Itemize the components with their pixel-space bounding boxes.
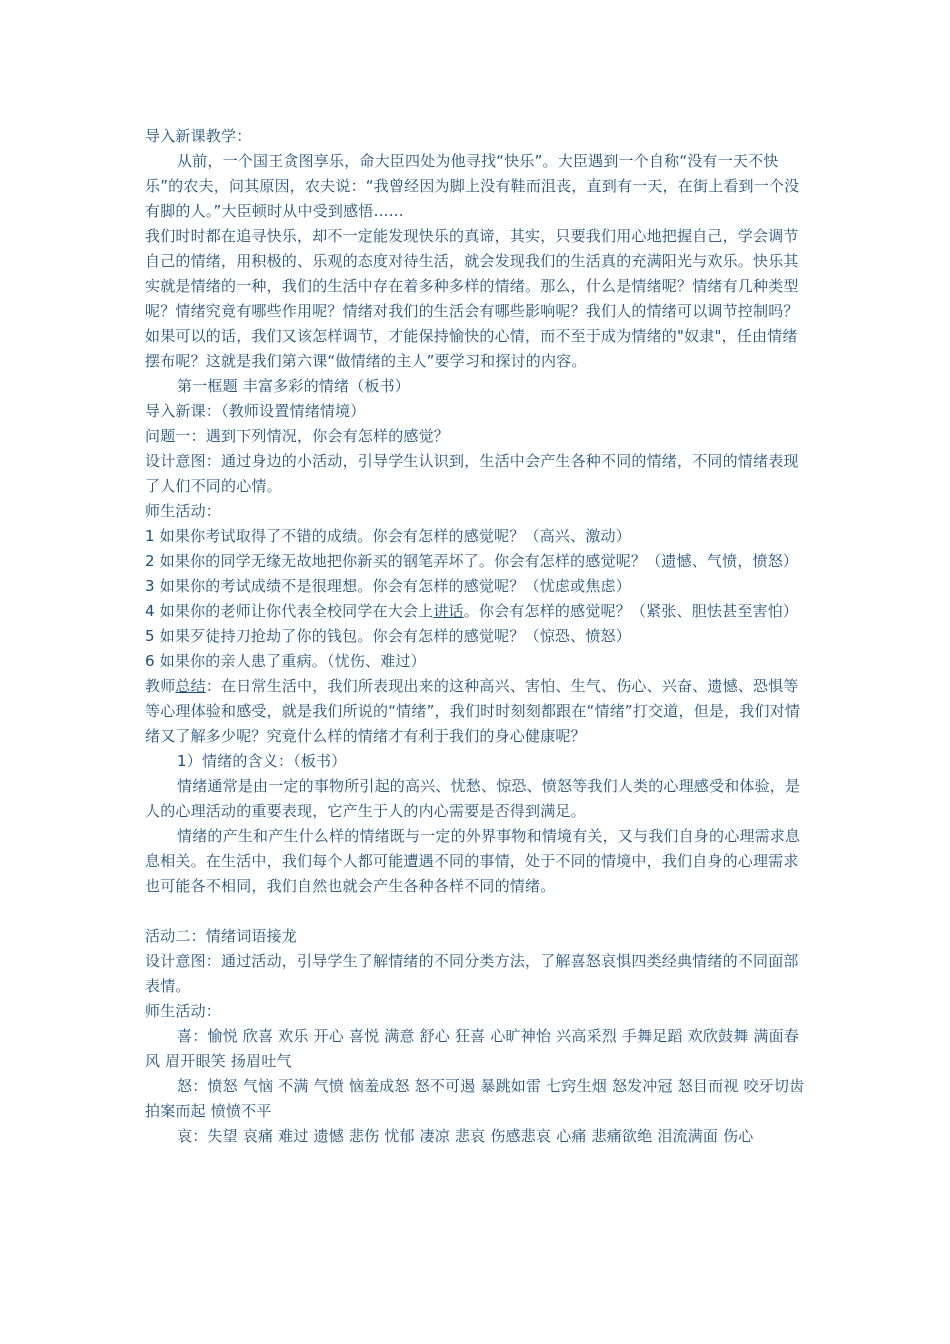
design-intent-two: 设计意图：通过活动，引导学生了解情绪的不同分类方法，了解喜怒哀惧四类经典情绪的不同面部表情。 xyxy=(145,952,799,995)
meaning-paragraph-2: 情绪的产生和产生什么样的情绪既与一定的外界事物和情境有关，又与我们自身的心理需求息息相关。在生活中，我们每个人都可能遭遇不同的事情，处于不同的情境中，我们自身的心理需求也可能各不相同，我们自然也就会产生各种各样不同的情绪。 xyxy=(145,827,801,895)
frame-title: 第一框题 丰富多彩的情绪（板书） xyxy=(177,377,410,395)
design-intent-one: 设计意图：通过身边的小活动，引导学生认识到，生活中会产生各种不同的情绪，不同的情绪表现了人们不同的心情。 xyxy=(145,452,799,495)
summary-underlined: 总结 xyxy=(175,677,206,695)
teacher-summary xyxy=(145,674,810,749)
list-item xyxy=(145,599,810,624)
meaning-paragraph-1: 情绪通常是由一定的事物所引起的高兴、忧愁、惊恐、愤怒等我们人类的心理感受和体验，是人的心理活动的重要表现，它产生于人的内心需要是否得到满足。 xyxy=(145,777,801,820)
activity-label-two: 师生活动： xyxy=(145,1002,222,1020)
item4-text-a: 4 如果你的老师让你代表全校同学在大会上 xyxy=(145,602,434,620)
list-item: 5 如果歹徒持刀抢劫了你的钱包。你会有怎样的感觉呢？（惊恐、愤怒） xyxy=(145,627,631,645)
new-lesson-line: 导入新课：（教师设置情绪情境） xyxy=(145,402,366,420)
list-item: 1 如果你考试取得了不错的成绩。你会有怎样的感觉呢？（高兴、激动） xyxy=(145,527,631,545)
item4-underlined: 讲话 xyxy=(433,602,464,620)
intro-paragraph: 我们时时都在追寻快乐，却不一定能发现快乐的真谛，其实，只要我们用心地把握自己，学会调节自己的情绪，用积极的、乐观的态度对待生活，就会发现我们的生活真的充满阳光与欢乐。快乐其实就是情绪的一种，我们的生活中存在着多种多样的情绪。那么，什么是情绪呢？情绪有几种类型呢？情绪究竟有哪些作用呢？情绪对我们的生活会有哪些影响呢？我们人的情绪可以调节控制吗？如果可以的话，我们又该怎样调节，才能保持愉快的心情，而不至于成为情绪的"奴隶"，任由情绪摆布呢？这就是我们第六课“做情绪的主人”要学习和探讨的内容。 xyxy=(145,227,799,370)
activity-two-title: 活动二：情绪词语接龙 xyxy=(145,927,298,945)
item4-text-b: 。你会有怎样的感觉呢？（紧张、胆怯甚至害怕） xyxy=(463,602,799,620)
list-item: 6 如果你的亲人患了重病。（忧伤、难过） xyxy=(145,652,426,670)
summary-text-a: 教师 xyxy=(145,677,176,695)
sorrow-words: 哀：失望 哀痛 难过 遗憾 悲伤 忧郁 凄凉 悲哀 伤感悲哀 心痛 悲痛欲绝 泪流满面 伤心 xyxy=(177,1127,754,1145)
meaning-title: 1）情绪的含义：（板书） xyxy=(177,752,347,770)
document-body xyxy=(145,124,810,1149)
joy-words: 喜：愉悦 欣喜 欢乐 开心 喜悦 满意 舒心 狂喜 心旷神怡 兴高采烈 手舞足蹈 欢欣鼓舞 满面春风 眉开眼笑 扬眉吐气 xyxy=(145,1027,800,1070)
activity-label-one: 师生活动： xyxy=(145,502,222,520)
question-one: 问题一：遇到下列情况，你会有怎样的感觉？ xyxy=(145,427,450,445)
anger-words: 怒：愤怒 气恼 不满 气愤 恼羞成怒 怒不可遏 暴跳如雷 七窍生烟 怒发冲冠 怒目而视 咬牙切齿 拍案而起 愤愤不平 xyxy=(145,1077,805,1120)
list-item: 2 如果你的同学无缘无故地把你新买的钢笔弄坏了。你会有怎样的感觉呢？（遗憾、气愤，愤怒） xyxy=(145,552,799,570)
blank-line xyxy=(145,899,810,924)
story-paragraph: 从前，一个国王贪图享乐，命大臣四处为他寻找“快乐”。大臣遇到一个自称“没有一天不快乐”的农夫，问其原因，农夫说：“我曾经因为脚上没有鞋而沮丧，直到有一天，在街上看到一个没有脚的人。”大臣顿时从中受到感悟…… xyxy=(145,152,800,220)
summary-text-b: ：在日常生活中，我们所表现出来的这种高兴、害怕、生气、伤心、兴奋、遗憾、恐惧等等心理体验和感受，就是我们所说的“情绪”，我们时时刻刻都跟在“情绪”打交道，但是，我们对情绪又了解多少呢？究竟什么样的情绪才有利于我们的身心健康呢？ xyxy=(145,677,801,745)
intro-heading: 导入新课教学： xyxy=(145,127,252,145)
list-item: 3 如果你的考试成绩不是很理想。你会有怎样的感觉呢？（忧虑或焦虑） xyxy=(145,577,631,595)
